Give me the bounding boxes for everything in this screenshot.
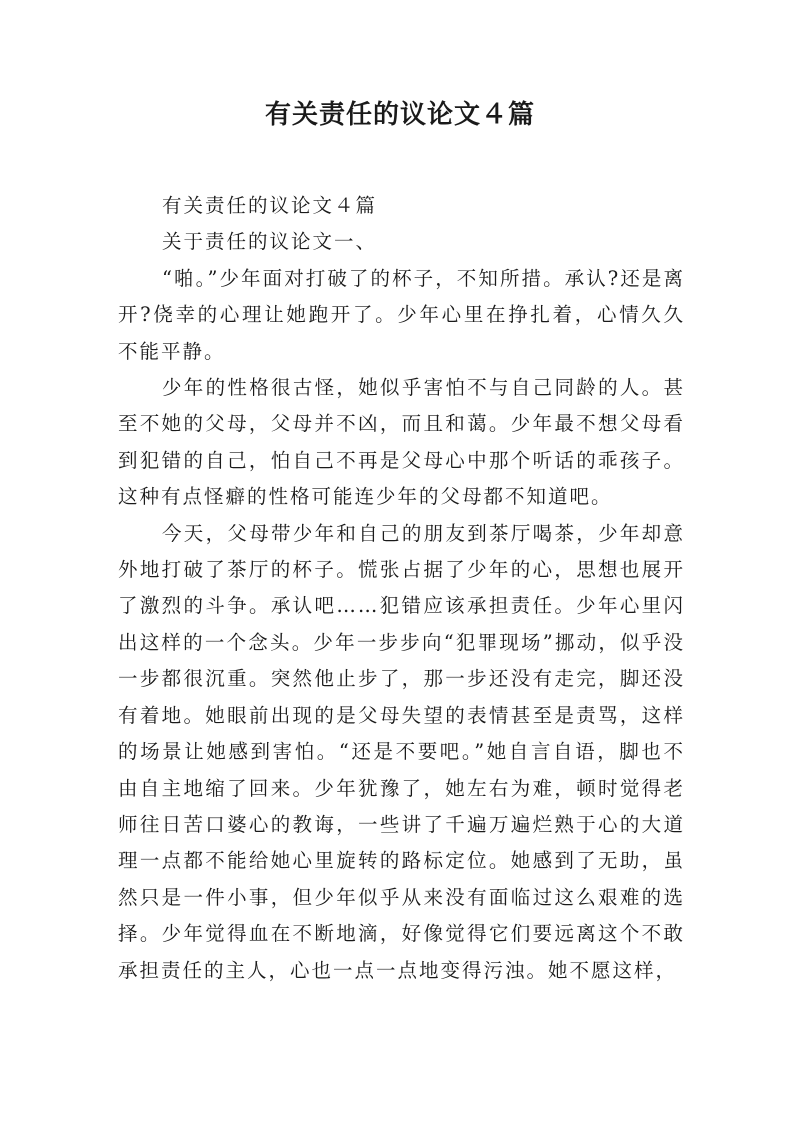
body-paragraph: 关于责任的议论文一、 xyxy=(162,230,378,254)
body-paragraph: 有关责任的议论文４篇 xyxy=(162,194,378,217)
document-body xyxy=(118,188,685,989)
body-paragraph: “啪。”少年面对打破了的杯子，不知所措。承认?还是离开?侥幸的心理让她跑开了。少年心里在挣扎着，心情久久不能平静。 xyxy=(118,266,685,363)
document-title: 有关责任的议论文４篇 xyxy=(264,100,535,130)
body-paragraph: 少年的性格很古怪，她似乎害怕不与自己同龄的人。甚至不她的父母，父母并不凶，而且和蔼。少年最不想父母看到犯错的自己，怕自己不再是父母心中那个听话的乖孩子。这种有点怪癖的性格可能连少年的父母都不知道吧。 xyxy=(118,376,685,509)
body-paragraph: 今天，父母带少年和自己的朋友到茶厅喝茶，少年却意外地打破了茶厅的杯子。慌张占据了少年的心，思想也展开了激烈的斗争。承认吧……犯错应该承担责任。少年心里闪出这样的一个念头。少年一步步向“犯罪现场”挪动，似乎没一步都很沉重。突然他止步了，那一步还没有走完，脚还没有着地。她眼前出现的是父母失望的表情甚至是责骂，这样的场景让她感到害怕。“还是不要吧。”她自言自语，脚也不由自主地缩了回来。少年犹豫了，她左右为难，顿时觉得老师往日苦口婆心的教诲，一些讲了千遍万遍烂熟于心的大道理一点都不能给她心里旋转的路标定位。她感到了无助，虽然只是一件小事，但少年似乎从来没有面临过这么艰难的选择。少年觉得血在不断地滴，好像觉得它们要远离这个不敢承担责任的主人，心也一点一点地变得污浊。她不愿这样， xyxy=(118,521,685,982)
